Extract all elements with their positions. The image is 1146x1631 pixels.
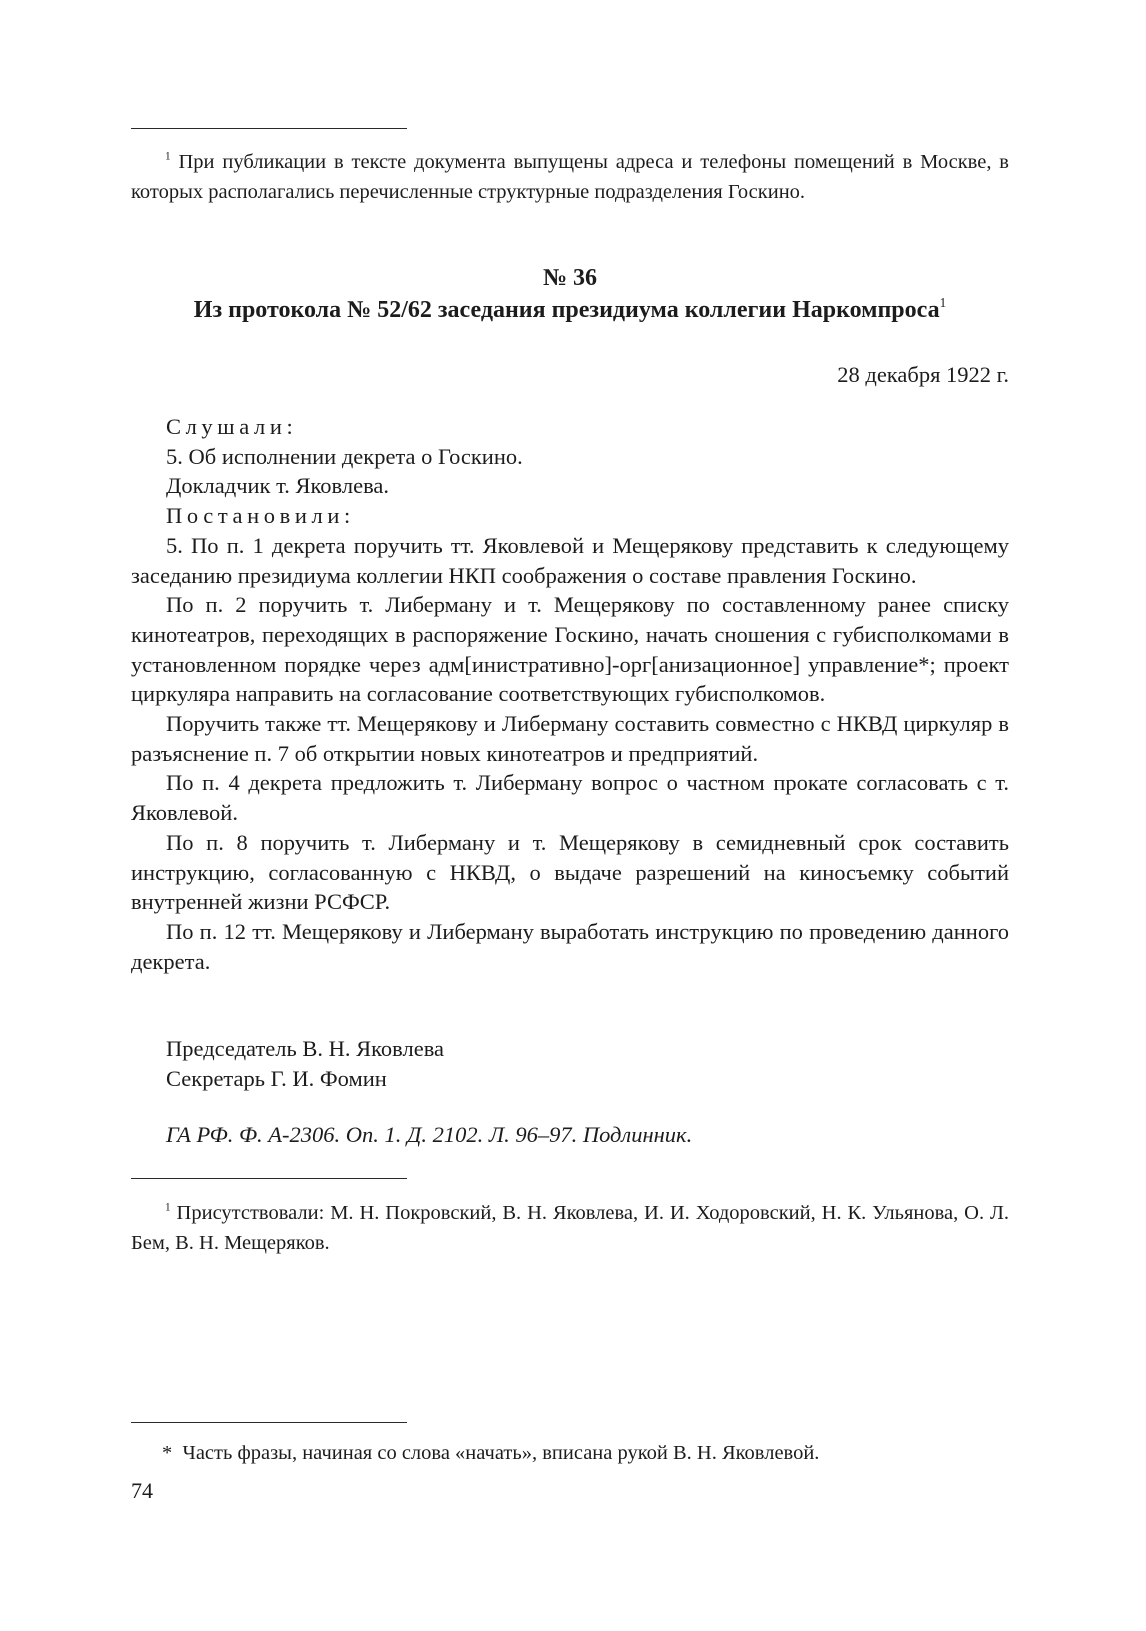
footnote-text: Присутствовали: М. Н. Покровский, В. Н. Яковлева, И. И. Ходоровский, Н. К. Ульянова, О. Л. Бем, В. Н. Мещеряков. [131, 1202, 1010, 1254]
document-title [131, 294, 1009, 326]
resolution-paragraph: По п. 4 декрета предложить т. Либерману вопрос о частном прокате согласовать с т. Яковлевой. [131, 770, 1009, 826]
footnote-marker: 1 [165, 150, 171, 163]
footnote-marker: 1 [165, 1201, 171, 1214]
footnote-separator-middle [131, 1178, 407, 1179]
footnote-publication-note [131, 147, 1009, 207]
protocol-body [131, 412, 1009, 976]
document-number: № 36 [542, 265, 598, 291]
speaker-line: Докладчик т. Яковлева. [166, 473, 390, 499]
document-date: 28 декабря 1922 г. [837, 362, 1009, 387]
resolution-paragraph: Поручить также тт. Мещерякову и Либерману составить совместно с НКВД циркуляр в разъяснение п. 7 об открытии новых кинотеатров и предприятий. [131, 711, 1009, 766]
footnote-handwritten-note [162, 1438, 819, 1468]
document-title-text: Из протокола № 52/62 заседания президиума коллегии Наркомпроса [193, 297, 940, 323]
footnote-attendees [131, 1198, 1009, 1258]
resolution-paragraph: 5. По п. 1 декрета поручить тт. Яковлевой и Мещерякову представить к следующему заседанию президиума коллегии НКП соображения о составе правления Госкино. [131, 532, 1009, 588]
footnote-star-marker: * [162, 1442, 173, 1464]
title-footnote-marker: 1 [939, 295, 947, 311]
resolution-paragraph: По п. 8 поручить т. Либерману и т. Мещерякову в семидневный срок составить инструкцию, согласованную с НКВД, о выдаче разрешений на киносъемку событий внутренней жизни РСФСР. [131, 829, 1009, 915]
resolved-label: Постановили: [166, 503, 355, 529]
resolution-paragraph: По п. 2 поручить т. Либерману и т. Мещерякову по составленному ранее списку кинотеатров, переходящих в распоряжение Госкино, начать сношения с губисполкомами в установленном порядке через адм[инистративно]-орг[анизационное] управление*; проект циркуляра направить на согласование соответствующих губисполкомов. [131, 592, 1009, 707]
resolution-paragraph: По п. 12 тт. Мещерякову и Либерману выработать инструкцию по проведению данного декрета. [131, 918, 1009, 974]
secretary-signature: Секретарь Г. И. Фомин [166, 1066, 387, 1091]
chairman-signature: Председатель В. Н. Яковлева [166, 1036, 445, 1061]
footnote-separator-top [131, 128, 407, 129]
footnote-separator-bottom [131, 1422, 407, 1423]
footnote-text: При публикации в тексте документа выпущены адреса и телефоны помещений в Москве, в которых располагались перечисленные структурные подразделения Госкино. [131, 151, 1009, 203]
page-number: 74 [131, 1478, 153, 1503]
archive-reference: ГА РФ. Ф. А-2306. Оп. 1. Д. 2102. Л. 96–97. Подлинник. [166, 1122, 693, 1147]
heard-item: 5. Об исполнении декрета о Госкино. [166, 443, 523, 469]
heard-label: Слушали: [166, 414, 298, 439]
footnote-text: Часть фразы, начиная со слова «начать», вписана рукой В. Н. Яковлевой. [182, 1442, 820, 1464]
